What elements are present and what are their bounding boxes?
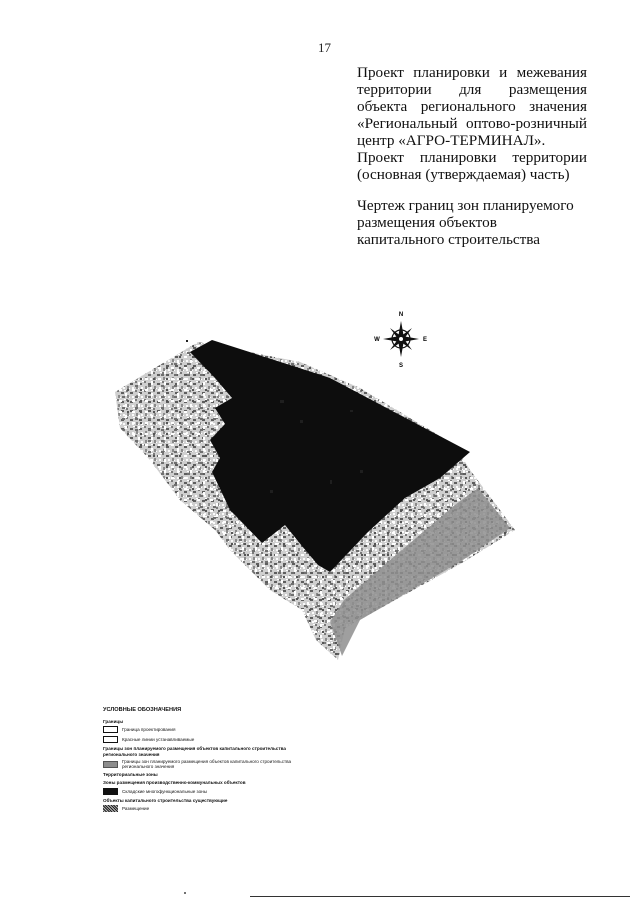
scan-speck [184, 892, 186, 894]
legend-title: УСЛОВНЫЕ ОБОЗНАЧЕНИЯ [103, 707, 182, 713]
document-title-block [357, 64, 587, 248]
compass-west: W [374, 337, 380, 343]
legend-section-heading: Зоны размещения производственно-коммунальных объектов [103, 780, 246, 786]
legend-item [103, 759, 293, 769]
legend-item [103, 805, 293, 812]
legend-item-label: Красные линии устанавливаемые [122, 737, 195, 743]
planning-map [0, 300, 640, 680]
legend-section-heading: Границы зон планируемого размещения объектов капитального строительства регионального значения [103, 746, 286, 757]
map-legend [103, 708, 293, 815]
legend-item [103, 788, 293, 795]
project-title: Проект планировки и межевания территории для размещения объекта регионального значения «Региональный оптово-розничный центр «АГРО-ТЕРМИНАЛ». [357, 64, 587, 149]
legend-swatch-black [103, 788, 118, 795]
legend-item [103, 736, 293, 743]
compass-east: E [422, 337, 428, 343]
compass-south: S [398, 363, 404, 369]
legend-section-heading: Границы [103, 719, 124, 725]
drawing-title: Чертеж границ зон планируемого размещения объектов капитального строительства [357, 197, 574, 248]
legend-swatch-outline [103, 726, 118, 733]
bottom-rule [250, 896, 630, 897]
compass-north: N [398, 312, 404, 318]
legend-item-label: Граница проектирования [122, 727, 176, 733]
legend-swatch-outline [103, 736, 118, 743]
legend-item-label: Размещение [122, 805, 150, 811]
legend-swatch-hatch [103, 805, 118, 812]
project-subtitle: Проект планировки территории (основная (утверждаемая) часть) [357, 149, 587, 183]
legend-item-label: Складские многофункциональные зоны [122, 788, 207, 794]
legend-item [103, 726, 293, 733]
page-number: 17 [318, 40, 331, 55]
legend-section-heading: Объекты капитального строительства существующие [103, 797, 228, 803]
legend-item-label: Границы зон планируемого размещения объектов капитального строительства регионального значения [122, 758, 292, 770]
map-speck [186, 340, 188, 342]
legend-swatch-gray [103, 761, 118, 768]
compass-rose-icon [383, 321, 419, 357]
legend-section-heading: Территориальные зоны [103, 772, 158, 778]
